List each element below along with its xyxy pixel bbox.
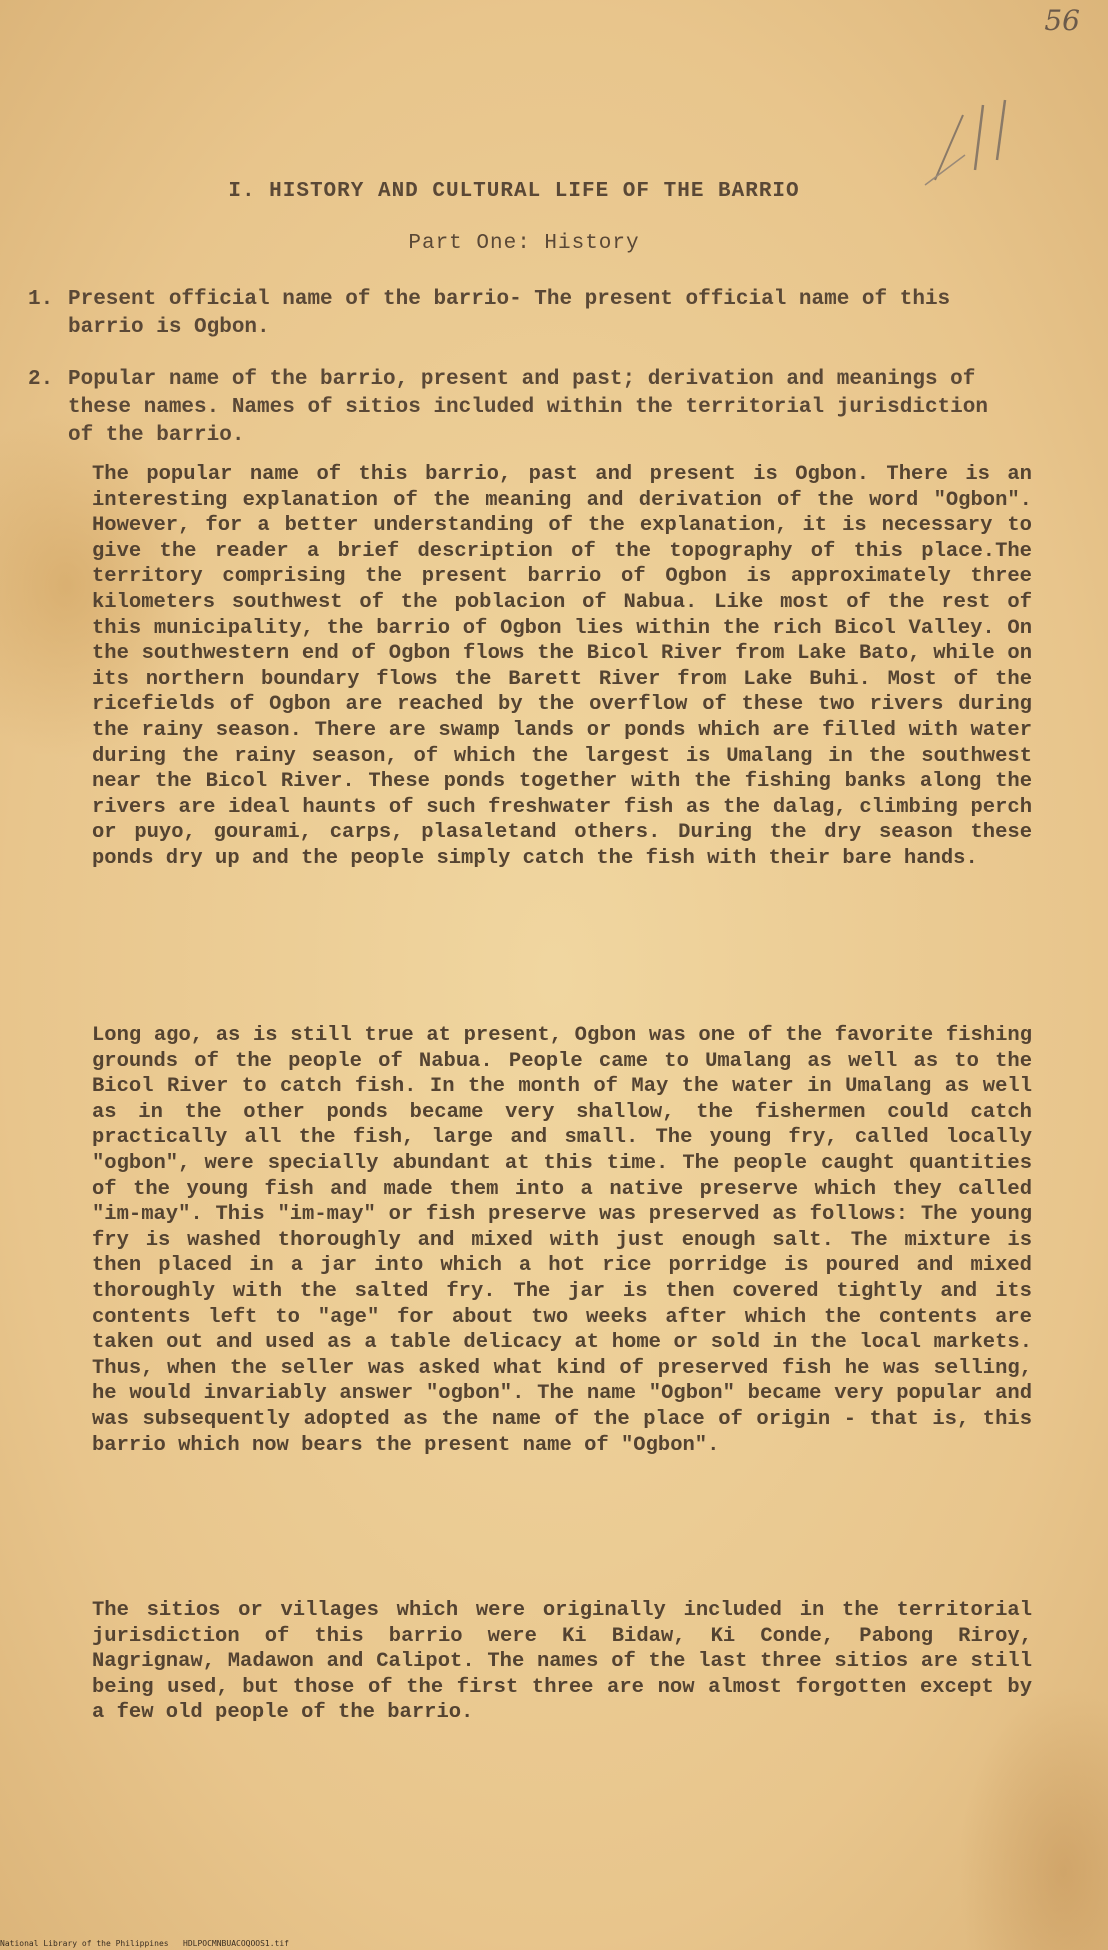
question-text: Present official name of the barrio- The present official name of this barrio is Ogbon. <box>68 288 951 339</box>
paragraph-name-origin: Long ago, as is still true at present, Ogbon was one of the favorite fishing grounds of the people of Nabua. People came to Umalang as well as to the Bicol River to catch fish. In the month of May the water in Umalang as well as in the other ponds became very shallow, the fishermen could catch practically all the fish, large and small. The young fry, called locally "ogbon", were specially abundant at this time. The people caught quantities of the young fish and made them into a native preserve which they called "im-may". This "im-may" or fish preserve was preserved as follows: The young fry is washed thoroughly and mixed with just enough salt. The mixture is then placed in a jar into which a hot rice porridge is poured and mixed thoroughly with the salted fry. The jar is then covered tightly and its contents left to "age" for about two weeks after which the contents are taken out and used as a table delicacy at home or sold in the local markets. Thus, when the seller was asked what kind of preserved fish he was selling, he would invariably answer "ogbon". The name "Ogbon" became very popular and was subsequently adopted as the name of the place of origin - that is, this barrio which now bears the present name of "Ogbon". <box>92 1024 1032 1457</box>
question-text: Popular name of the barrio, present and past; derivation and meanings of these names. Names of sitios included within the territorial jurisdiction of the barrio. <box>68 368 988 447</box>
pencil-mark-icon <box>905 85 1025 195</box>
question-item <box>28 286 988 342</box>
question-number: 2. <box>28 368 54 391</box>
paragraph-topography: The popular name of this barrio, past and present is Ogbon. There is an interesting explanation of the meaning and derivation of the word "Ogbon". However, for a better understanding of the explanation, it is necessary to give the reader a brief description of the topography of this place.The territory comprising the present barrio of Ogbon is approximately three kilometers southwest of the poblacion of Nabua. Like most of the rest of this municipality, the barrio of Ogbon lies within the rich Bicol Valley. On the southwestern end of Ogbon flows the Bicol River from Lake Bato, while on its northern boundary flows the Barett River from Lake Buhi. Most of the ricefields of Ogbon are reached by the overflow of these two rivers during the rainy season. There are swamp lands or ponds which are filled with water during the rainy season, of which the largest is Umalang in the southwest near the Bicol River. These ponds together with the fishing banks along the rivers are ideal haunts of such freshwater fish as the dalag, climbing perch or puyo, gourami, carps, plasaletand others. During the dry season these ponds dry up and the people simply catch the fish with their bare hands. <box>92 463 1032 870</box>
page-number: 56 <box>1044 4 1080 37</box>
archive-footer: National Library of the Philippines HDLPOCMNBUACOQOOS1.tif <box>0 1939 289 1948</box>
question-number: 1. <box>28 288 54 311</box>
paragraph-sitios: The sitios or villages which were originally included in the territorial jurisdiction of this barrio were Ki Bidaw, Ki Conde, Pabong Riroy, Nagrignaw, Madawon and Calipot. The names of the last three sitios are still being used, but those of the first three are now almost forgotten except by a few old people of the barrio. <box>92 1599 1032 1725</box>
part-heading: Part One: History <box>408 232 640 255</box>
section-heading: I. HISTORY AND CULTURAL LIFE OF THE BARRIO <box>228 180 800 203</box>
question-item <box>28 366 988 450</box>
